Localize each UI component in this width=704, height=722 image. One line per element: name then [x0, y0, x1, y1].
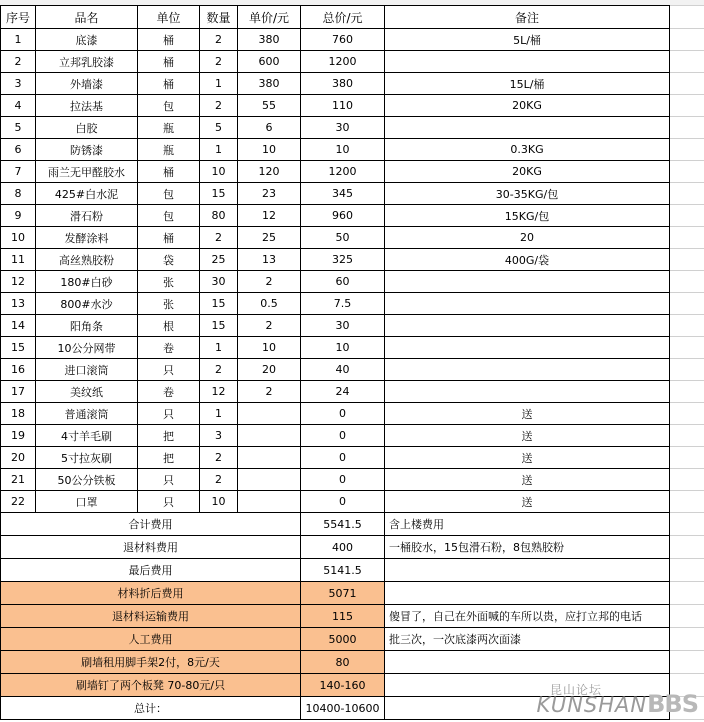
cell-unit[interactable]: 桶	[138, 51, 200, 73]
cell-unit[interactable]: 张	[138, 293, 200, 315]
cell-note[interactable]: 15KG/包	[385, 205, 670, 227]
cell-unit[interactable]: 卷	[138, 381, 200, 403]
summary-value[interactable]: 5141.5	[301, 559, 385, 582]
col-total-header[interactable]: 总价/元	[301, 6, 385, 29]
empty-cell[interactable]	[670, 6, 704, 29]
table-row	[1, 491, 704, 513]
header-row	[1, 6, 704, 29]
table-row	[1, 29, 704, 51]
cell-note[interactable]	[385, 337, 670, 359]
summary-label[interactable]: 最后费用	[1, 559, 301, 582]
cell-total[interactable]: 0	[301, 425, 385, 447]
cell-unit[interactable]: 只	[138, 403, 200, 425]
summary-note[interactable]	[385, 582, 670, 605]
table-row	[1, 183, 704, 205]
cell-total[interactable]: 380	[301, 73, 385, 95]
table-body	[1, 6, 704, 720]
table-row	[1, 359, 704, 381]
summary-row	[1, 536, 704, 559]
cell-unit[interactable]: 包	[138, 183, 200, 205]
cell-note[interactable]	[385, 381, 670, 403]
cell-price[interactable]: 120	[238, 161, 301, 183]
empty-cell[interactable]	[670, 293, 704, 315]
cell-name[interactable]: 4寸羊毛刷	[36, 425, 138, 447]
cell-qty[interactable]: 2	[200, 447, 238, 469]
cell-total[interactable]: 110	[301, 95, 385, 117]
cell-price[interactable]	[238, 403, 301, 425]
cell-seq[interactable]: 17	[1, 381, 36, 403]
watermark-cn: 昆山论坛	[549, 683, 602, 697]
cell-total[interactable]: 10	[301, 337, 385, 359]
cell-unit[interactable]: 卷	[138, 337, 200, 359]
cell-name[interactable]: 立邦乳胶漆	[36, 51, 138, 73]
summary-row	[1, 651, 704, 674]
cell-seq[interactable]: 16	[1, 359, 36, 381]
cell-qty[interactable]: 10	[200, 491, 238, 513]
cell-total[interactable]: 760	[301, 29, 385, 51]
cell-total[interactable]: 24	[301, 381, 385, 403]
cell-name[interactable]: 美纹纸	[36, 381, 138, 403]
cell-note[interactable]: 送	[385, 447, 670, 469]
empty-cell[interactable]	[670, 447, 704, 469]
cell-qty[interactable]: 2	[200, 469, 238, 491]
cell-price[interactable]: 2	[238, 381, 301, 403]
empty-cell[interactable]	[670, 139, 704, 161]
table-row	[1, 139, 704, 161]
cell-total[interactable]: 0	[301, 469, 385, 491]
empty-cell[interactable]	[670, 337, 704, 359]
summary-note[interactable]: 一桶胶水，15包滑石粉，8包熟胶粉	[385, 536, 670, 559]
cell-note[interactable]: 20	[385, 227, 670, 249]
cell-total[interactable]: 60	[301, 271, 385, 293]
cell-seq[interactable]: 9	[1, 205, 36, 227]
cell-price[interactable]: 10	[238, 337, 301, 359]
table-row	[1, 293, 704, 315]
cell-total[interactable]: 0	[301, 491, 385, 513]
cell-price[interactable]	[238, 447, 301, 469]
empty-cell[interactable]	[670, 425, 704, 447]
table-row	[1, 271, 704, 293]
cell-unit[interactable]: 把	[138, 425, 200, 447]
cell-seq[interactable]: 19	[1, 425, 36, 447]
empty-cell[interactable]	[670, 315, 704, 337]
cell-note[interactable]: 送	[385, 469, 670, 491]
cell-unit[interactable]: 桶	[138, 73, 200, 95]
table-row	[1, 161, 704, 183]
table-row	[1, 447, 704, 469]
cell-name[interactable]: 10公分网带	[36, 337, 138, 359]
cell-price[interactable]: 380	[238, 73, 301, 95]
cell-price[interactable]	[238, 425, 301, 447]
cell-note[interactable]	[385, 271, 670, 293]
cell-unit[interactable]: 瓶	[138, 117, 200, 139]
empty-cell[interactable]	[670, 491, 704, 513]
cell-unit[interactable]: 把	[138, 447, 200, 469]
cell-qty[interactable]: 2	[200, 95, 238, 117]
cell-note[interactable]: 送	[385, 425, 670, 447]
empty-cell[interactable]	[670, 161, 704, 183]
summary-note[interactable]: 含上楼费用	[385, 513, 670, 536]
cell-total[interactable]: 0	[301, 403, 385, 425]
cell-qty[interactable]: 2	[200, 51, 238, 73]
cell-name[interactable]: 发酵涂料	[36, 227, 138, 249]
empty-cell[interactable]	[670, 469, 704, 491]
cell-price[interactable]	[238, 491, 301, 513]
cell-unit[interactable]: 瓶	[138, 139, 200, 161]
cell-note[interactable]	[385, 315, 670, 337]
cell-qty[interactable]: 25	[200, 249, 238, 271]
cell-price[interactable]: 380	[238, 29, 301, 51]
cell-name[interactable]: 滑石粉	[36, 205, 138, 227]
cell-name[interactable]: 普通滚筒	[36, 403, 138, 425]
cell-name[interactable]: 180#白砂	[36, 271, 138, 293]
empty-cell[interactable]	[670, 271, 704, 293]
empty-cell[interactable]	[670, 651, 704, 674]
cell-note[interactable]: 20KG	[385, 95, 670, 117]
cell-qty[interactable]: 1	[200, 73, 238, 95]
cell-seq[interactable]: 11	[1, 249, 36, 271]
cell-name[interactable]: 底漆	[36, 29, 138, 51]
col-price-header[interactable]: 单价/元	[238, 6, 301, 29]
cell-seq[interactable]: 2	[1, 51, 36, 73]
cell-seq[interactable]: 13	[1, 293, 36, 315]
cell-name[interactable]: 拉法基	[36, 95, 138, 117]
summary-value[interactable]: 400	[301, 536, 385, 559]
table-row	[1, 51, 704, 73]
summary-row	[1, 582, 704, 605]
cell-total[interactable]: 7.5	[301, 293, 385, 315]
cell-price[interactable]: 13	[238, 249, 301, 271]
cell-unit[interactable]: 只	[138, 491, 200, 513]
cell-name[interactable]: 口罩	[36, 491, 138, 513]
summary-value[interactable]: 140-160	[301, 674, 385, 697]
empty-cell[interactable]	[670, 536, 704, 559]
cell-price[interactable]: 2	[238, 271, 301, 293]
cell-qty[interactable]: 3	[200, 425, 238, 447]
summary-row	[1, 513, 704, 536]
empty-cell[interactable]	[670, 117, 704, 139]
empty-cell[interactable]	[670, 513, 704, 536]
cell-qty[interactable]: 15	[200, 183, 238, 205]
cell-name[interactable]: 800#水沙	[36, 293, 138, 315]
cell-price[interactable]: 55	[238, 95, 301, 117]
summary-label[interactable]: 人工费用	[1, 628, 301, 651]
cell-seq[interactable]: 14	[1, 315, 36, 337]
cell-price[interactable]: 6	[238, 117, 301, 139]
cell-note[interactable]	[385, 359, 670, 381]
cell-name[interactable]: 425#白水泥	[36, 183, 138, 205]
cell-name[interactable]: 阳角条	[36, 315, 138, 337]
cell-qty[interactable]: 80	[200, 205, 238, 227]
empty-cell[interactable]	[670, 605, 704, 628]
summary-value[interactable]: 5071	[301, 582, 385, 605]
cell-total[interactable]: 50	[301, 227, 385, 249]
cell-unit[interactable]: 桶	[138, 227, 200, 249]
cell-note[interactable]: 送	[385, 403, 670, 425]
cell-qty[interactable]: 12	[200, 381, 238, 403]
cell-note[interactable]: 送	[385, 491, 670, 513]
cell-total[interactable]: 0	[301, 447, 385, 469]
cell-qty[interactable]: 2	[200, 29, 238, 51]
cell-name[interactable]: 外墙漆	[36, 73, 138, 95]
table-row	[1, 403, 704, 425]
cell-qty[interactable]: 10	[200, 161, 238, 183]
summary-note[interactable]	[385, 559, 670, 582]
cell-note[interactable]: 0.3KG	[385, 139, 670, 161]
summary-note[interactable]: 傻冒了，自己在外面喊的车所以贵，应打立邦的电话	[385, 605, 670, 628]
summary-row	[1, 628, 704, 651]
cell-price[interactable]: 23	[238, 183, 301, 205]
cell-total[interactable]: 30	[301, 315, 385, 337]
col-name-header[interactable]: 品名	[36, 6, 138, 29]
cell-qty[interactable]: 1	[200, 337, 238, 359]
cell-seq[interactable]: 8	[1, 183, 36, 205]
table-row	[1, 315, 704, 337]
cell-unit[interactable]: 袋	[138, 249, 200, 271]
empty-cell[interactable]	[670, 559, 704, 582]
summary-value[interactable]: 10400-10600	[301, 697, 385, 720]
cell-seq[interactable]: 3	[1, 73, 36, 95]
cell-qty[interactable]: 1	[200, 139, 238, 161]
empty-cell[interactable]	[670, 403, 704, 425]
cell-note[interactable]: 5L/桶	[385, 29, 670, 51]
cell-note[interactable]: 20KG	[385, 161, 670, 183]
cell-seq[interactable]: 20	[1, 447, 36, 469]
cell-seq[interactable]: 15	[1, 337, 36, 359]
cell-unit[interactable]: 桶	[138, 161, 200, 183]
cell-name[interactable]: 防锈漆	[36, 139, 138, 161]
summary-row	[1, 559, 704, 582]
cell-seq[interactable]: 1	[1, 29, 36, 51]
table-row	[1, 469, 704, 491]
cell-total[interactable]: 1200	[301, 51, 385, 73]
table-row	[1, 381, 704, 403]
summary-row	[1, 605, 704, 628]
cell-total[interactable]: 325	[301, 249, 385, 271]
table-row	[1, 249, 704, 271]
watermark-en: KUNSHAN	[536, 693, 648, 717]
cell-seq[interactable]: 18	[1, 403, 36, 425]
cell-unit[interactable]: 张	[138, 271, 200, 293]
empty-cell[interactable]	[670, 205, 704, 227]
summary-label[interactable]: 退材料运输费用	[1, 605, 301, 628]
cell-note[interactable]: 15L/桶	[385, 73, 670, 95]
forum-watermark	[536, 683, 698, 718]
cell-seq[interactable]: 22	[1, 491, 36, 513]
empty-cell[interactable]	[670, 51, 704, 73]
cell-seq[interactable]: 12	[1, 271, 36, 293]
cell-unit[interactable]: 桶	[138, 29, 200, 51]
cell-seq[interactable]: 21	[1, 469, 36, 491]
cell-seq[interactable]: 4	[1, 95, 36, 117]
summary-note[interactable]	[385, 651, 670, 674]
empty-cell[interactable]	[670, 359, 704, 381]
cell-price[interactable]: 20	[238, 359, 301, 381]
cell-price[interactable]	[238, 469, 301, 491]
col-note-header[interactable]: 备注	[385, 6, 670, 29]
table-row	[1, 425, 704, 447]
cell-qty[interactable]: 30	[200, 271, 238, 293]
cell-unit[interactable]: 包	[138, 95, 200, 117]
cell-name[interactable]: 进口滚筒	[36, 359, 138, 381]
cell-name[interactable]: 高丝熟胶粉	[36, 249, 138, 271]
cell-unit[interactable]: 只	[138, 469, 200, 491]
watermark-bbs: BBS	[647, 690, 698, 718]
cell-name[interactable]: 白胶	[36, 117, 138, 139]
cell-total[interactable]: 30	[301, 117, 385, 139]
col-unit-header[interactable]: 单位	[138, 6, 200, 29]
empty-cell[interactable]	[670, 73, 704, 95]
cell-name[interactable]: 雨兰无甲醛胶水	[36, 161, 138, 183]
cell-qty[interactable]: 5	[200, 117, 238, 139]
cell-total[interactable]: 1200	[301, 161, 385, 183]
cell-total[interactable]: 960	[301, 205, 385, 227]
empty-cell[interactable]	[670, 381, 704, 403]
cell-name[interactable]: 50公分铁板	[36, 469, 138, 491]
cell-note[interactable]: 400G/袋	[385, 249, 670, 271]
cell-unit[interactable]: 根	[138, 315, 200, 337]
cell-seq[interactable]: 6	[1, 139, 36, 161]
table-row	[1, 227, 704, 249]
col-qty-header[interactable]: 数量	[200, 6, 238, 29]
cell-note[interactable]	[385, 51, 670, 73]
summary-value[interactable]: 5000	[301, 628, 385, 651]
empty-cell[interactable]	[670, 628, 704, 651]
col-seq-header[interactable]: 序号	[1, 6, 36, 29]
summary-label[interactable]: 合计费用	[1, 513, 301, 536]
summary-value[interactable]: 115	[301, 605, 385, 628]
empty-cell[interactable]	[670, 95, 704, 117]
empty-cell[interactable]	[670, 183, 704, 205]
summary-label[interactable]: 退材料费用	[1, 536, 301, 559]
empty-cell[interactable]	[670, 249, 704, 271]
summary-label[interactable]: 材料折后费用	[1, 582, 301, 605]
summary-value[interactable]: 80	[301, 651, 385, 674]
empty-cell[interactable]	[670, 582, 704, 605]
cell-note[interactable]: 30-35KG/包	[385, 183, 670, 205]
cell-price[interactable]: 2	[238, 315, 301, 337]
table-row	[1, 117, 704, 139]
cell-note[interactable]	[385, 117, 670, 139]
cell-seq[interactable]: 10	[1, 227, 36, 249]
empty-cell[interactable]	[670, 29, 704, 51]
empty-cell[interactable]	[670, 227, 704, 249]
cell-seq[interactable]: 5	[1, 117, 36, 139]
table-row	[1, 337, 704, 359]
summary-label[interactable]: 刷墙钉了两个板凳 70-80元/只	[1, 674, 301, 697]
summary-note[interactable]: 批三次，一次底漆两次面漆	[385, 628, 670, 651]
cell-qty[interactable]: 2	[200, 227, 238, 249]
cell-name[interactable]: 5寸拉灰刷	[36, 447, 138, 469]
table-row	[1, 95, 704, 117]
cell-price[interactable]: 25	[238, 227, 301, 249]
cell-price[interactable]: 10	[238, 139, 301, 161]
summary-value[interactable]: 5541.5	[301, 513, 385, 536]
cell-price[interactable]: 12	[238, 205, 301, 227]
spreadsheet-table	[0, 5, 704, 720]
cell-total[interactable]: 40	[301, 359, 385, 381]
table-row	[1, 205, 704, 227]
cell-note[interactable]	[385, 293, 670, 315]
cell-qty[interactable]: 15	[200, 293, 238, 315]
summary-label[interactable]: 总计：	[1, 697, 301, 720]
cell-unit[interactable]: 包	[138, 205, 200, 227]
table-row	[1, 73, 704, 95]
cell-price[interactable]: 600	[238, 51, 301, 73]
cell-seq[interactable]: 7	[1, 161, 36, 183]
cell-qty[interactable]: 2	[200, 359, 238, 381]
cell-qty[interactable]: 1	[200, 403, 238, 425]
cell-unit[interactable]: 只	[138, 359, 200, 381]
cell-qty[interactable]: 15	[200, 315, 238, 337]
cell-total[interactable]: 345	[301, 183, 385, 205]
cell-total[interactable]: 10	[301, 139, 385, 161]
summary-label[interactable]: 刷墙租用脚手架2付，8元/天	[1, 651, 301, 674]
cell-price[interactable]: 0.5	[238, 293, 301, 315]
